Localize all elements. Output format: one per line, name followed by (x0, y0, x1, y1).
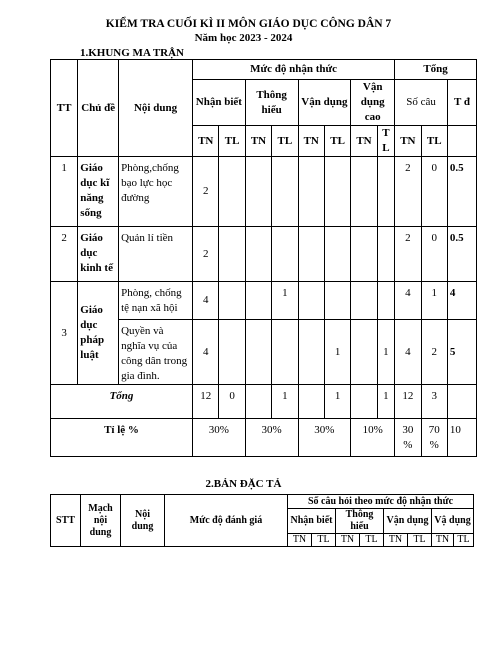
total-vd-tn (298, 385, 324, 419)
row-noi-dung: Quyền và nghĩa vụ của công dân trong gia đình. (119, 320, 193, 385)
cell-th-tn (245, 227, 271, 282)
cell-th-tl (272, 227, 298, 282)
spec-sub-tl: TL (408, 534, 432, 547)
cell-th-tn (245, 320, 271, 385)
header-thong-hieu: Thông hiểu (245, 80, 298, 126)
total-row (51, 385, 477, 419)
row-noi-dung: Quản lí tiền (119, 227, 193, 282)
ratio-row (51, 419, 477, 457)
spec-sub-tn: TN (288, 534, 312, 547)
spec-header-muc-do: Mức độ đánh giá (165, 495, 288, 547)
table-row (51, 282, 477, 320)
spec-header-thong-hieu: Thông hiểu (336, 509, 384, 534)
cell-vdc-tn (351, 227, 377, 282)
cell-vdc-tl: 1 (377, 320, 395, 385)
header-tong-diem: T đ (447, 80, 476, 126)
ratio-tn: 30 % (395, 419, 421, 457)
spec-header-van-dung-cao: Vậ dụng (432, 509, 474, 534)
cell-vdc-tn (351, 157, 377, 227)
cell-sc-tl: 1 (421, 282, 447, 320)
ratio-label: Tỉ lệ % (51, 419, 193, 457)
cell-vdc-tl (377, 227, 395, 282)
total-diem (447, 385, 476, 419)
cell-sc-tn: 4 (395, 282, 421, 320)
header-tt: TT (51, 60, 78, 157)
ratio-diem: 10 (447, 419, 476, 457)
header-van-dung: Vận dụng (298, 80, 351, 126)
cell-nb-tn: 4 (193, 320, 219, 385)
spec-header-van-dung: Vận dụng (384, 509, 432, 534)
cell-diem: 4 (447, 282, 476, 320)
spec-sub-tl: TL (360, 534, 384, 547)
cell-vdc-tl (377, 282, 395, 320)
header-so-cau: Số câu (395, 80, 448, 126)
row-chu-de: Giáo dục kinh tế (78, 227, 119, 282)
sub-tl: TL (219, 126, 245, 157)
cell-vd-tn (298, 157, 324, 227)
spec-sub-tn: TN (432, 534, 454, 547)
spec-sub-tl: TL (454, 534, 474, 547)
row-noi-dung: Phòng,chống bạo lực học đường (119, 157, 193, 227)
cell-nb-tn: 2 (193, 157, 219, 227)
cell-sc-tl: 0 (421, 227, 447, 282)
spec-table (50, 494, 474, 547)
header-chu-de: Chủ đề (78, 60, 119, 157)
spec-header-so-cau: Số câu hỏi theo mức độ nhận thức (288, 495, 474, 509)
cell-vd-tn (298, 320, 324, 385)
ratio-th: 30% (245, 419, 298, 457)
cell-diem: 5 (447, 320, 476, 385)
row-noi-dung: Phòng, chống tệ nạn xã hội (119, 282, 193, 320)
cell-th-tl (272, 157, 298, 227)
total-label: Tổng (51, 385, 193, 419)
cell-sc-tn: 2 (395, 227, 421, 282)
sub-tl: TL (272, 126, 298, 157)
cell-th-tn (245, 282, 271, 320)
ratio-nb: 30% (193, 419, 246, 457)
sub-tn: TN (395, 126, 421, 157)
ratio-tl: 70 % (421, 419, 447, 457)
table-row (51, 227, 477, 282)
cell-sc-tn: 4 (395, 320, 421, 385)
cell-nb-tl (219, 157, 245, 227)
spec-header-nhan-biet: Nhận biết (288, 509, 336, 534)
cell-vd-tn (298, 282, 324, 320)
cell-vd-tl (324, 282, 350, 320)
cell-th-tn (245, 157, 271, 227)
row-tt: 3 (51, 282, 78, 385)
ratio-vd: 30% (298, 419, 351, 457)
cell-vd-tl (324, 157, 350, 227)
cell-th-tl: 1 (272, 282, 298, 320)
row-tt: 1 (51, 157, 78, 227)
cell-sc-tl: 0 (421, 157, 447, 227)
sub-tn: TN (298, 126, 324, 157)
header-noi-dung: Nội dung (119, 60, 193, 157)
total-vdc-tn (351, 385, 377, 419)
ratio-vdc: 10% (351, 419, 395, 457)
spec-header-stt: STT (51, 495, 81, 547)
section-spec-heading: 2.BẢN ĐẶC TẢ (205, 478, 282, 490)
cell-vd-tl (324, 227, 350, 282)
total-sc-tl: 3 (421, 385, 447, 419)
sub-tl: T L (377, 126, 395, 157)
matrix-table (50, 59, 477, 457)
section-matrix-heading: 1.KHUNG MA TRẬN (80, 47, 184, 59)
sub-tn: TN (193, 126, 219, 157)
cell-nb-tl (219, 282, 245, 320)
cell-vdc-tl (377, 157, 395, 227)
spec-sub-tn: TN (336, 534, 360, 547)
cell-th-tl (272, 320, 298, 385)
row-chu-de: Giáo dục kĩ năng sống (78, 157, 119, 227)
document-title: KIỂM TRA CUỐI KÌ II MÔN GIÁO DỤC CÔNG DÂN 7 (105, 18, 392, 30)
header-tong: Tổng (395, 60, 477, 80)
cell-diem: 0.5 (447, 157, 476, 227)
spec-sub-tl: TL (312, 534, 336, 547)
total-vdc-tl: 1 (377, 385, 395, 419)
total-sc-tn: 12 (395, 385, 421, 419)
spec-sub-tn: TN (384, 534, 408, 547)
cell-vd-tn (298, 227, 324, 282)
total-vd-tl: 1 (324, 385, 350, 419)
total-th-tn (245, 385, 271, 419)
row-tt: 2 (51, 227, 78, 282)
cell-nb-tl (219, 320, 245, 385)
cell-vdc-tn (351, 282, 377, 320)
total-th-tl: 1 (272, 385, 298, 419)
cell-nb-tl (219, 227, 245, 282)
sub-tl: TL (324, 126, 350, 157)
header-van-dung-cao: Vận dụng cao (351, 80, 395, 126)
header-muc-do: Mức độ nhận thức (193, 60, 395, 80)
sub-tn: TN (245, 126, 271, 157)
sub-tl: TL (421, 126, 447, 157)
table-row (51, 157, 477, 227)
cell-vdc-tn (351, 320, 377, 385)
cell-sc-tl: 2 (421, 320, 447, 385)
header-nhan-biet: Nhận biết (193, 80, 246, 126)
cell-vd-tl: 1 (324, 320, 350, 385)
sub-blank (447, 126, 476, 157)
sub-tn: TN (351, 126, 377, 157)
total-nb-tl: 0 (219, 385, 245, 419)
cell-nb-tn: 2 (193, 227, 219, 282)
cell-diem: 0.5 (447, 227, 476, 282)
spec-header-noi-dung: Nội dung (121, 495, 165, 547)
total-nb-tn: 12 (193, 385, 219, 419)
row-chu-de: Giáo dục pháp luật (78, 282, 119, 385)
cell-sc-tn: 2 (395, 157, 421, 227)
cell-nb-tn: 4 (193, 282, 219, 320)
school-year: Năm học 2023 - 2024 (194, 32, 293, 44)
spec-header-mach: Mạch nội dung (81, 495, 121, 547)
